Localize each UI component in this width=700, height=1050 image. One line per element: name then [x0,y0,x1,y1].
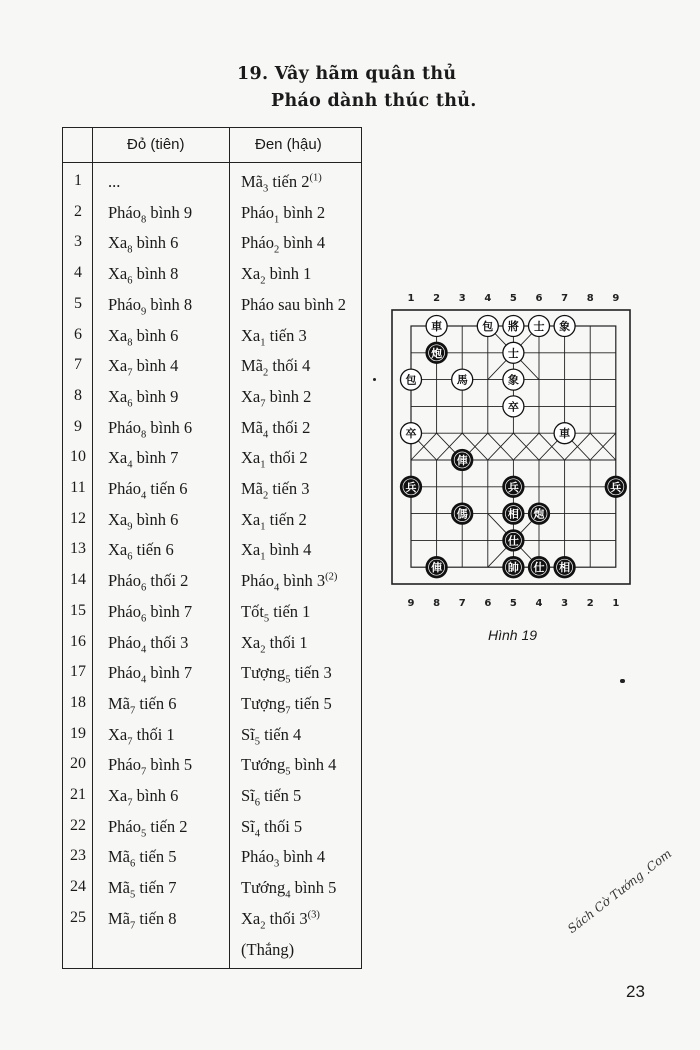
move-number: 9 [74,417,82,435]
table-row [63,847,361,877]
red-move: Pháo$_5$ tiến 2 [108,816,188,839]
chess-piece-label: 象 [507,373,519,387]
file-label-top: 9 [612,293,620,304]
chess-piece-label: 包 [482,320,494,333]
table-row [63,203,361,233]
black-move: Tượng$_5$ tiến 3 [241,663,332,686]
chess-piece-label: 仕 [533,561,545,575]
black-move: Pháo$_4$ bình 3$^{(2)}$ [241,571,338,594]
file-label-top: 2 [433,293,441,304]
ink-speck [620,679,625,683]
table-row [63,602,361,632]
red-move: Pháo$_4$ thối 3 [108,632,189,655]
red-move: Pháo$_8$ bình 6 [108,417,193,440]
black-move: Pháo sau bình 2 [241,294,346,314]
chess-piece-label: 炮 [533,507,545,521]
chess-piece-label: 傌 [456,507,468,521]
chess-piece-label: 兵 [507,480,519,494]
red-move: Pháo$_4$ tiến 6 [108,479,188,502]
chess-piece-label: 卒 [507,400,519,414]
red-move: $Xa_9$ bình 6 [108,509,179,532]
chess-piece-label: 兵 [405,480,417,494]
chess-piece-label: 相 [507,507,519,521]
move-number: 20 [70,755,86,773]
black-move: $Mã_4$ thối 2 [241,417,311,440]
file-label-top: 6 [535,293,543,304]
river-pattern [411,433,616,460]
chess-piece-label: 包 [405,373,417,387]
table-row [63,172,361,202]
table-row [63,295,361,325]
move-number: 19 [70,724,86,742]
move-number: 12 [70,509,86,527]
move-number: 8 [74,386,82,404]
figure-caption: Hình 19 [488,627,538,643]
table-row [63,633,361,663]
move-number: 7 [74,356,82,374]
red-move: Pháo$_6$ thối 2 [108,571,189,594]
column-header-black: Đen (hậu) [255,136,322,153]
table-row [63,817,361,847]
black-move: $Sĩ_6$ tiến 5 [241,786,302,809]
move-number: 10 [70,448,86,466]
chess-piece-label: 卒 [405,427,417,441]
red-move: $Xa_6$ tiến 6 [108,540,174,563]
move-number: 16 [70,632,86,650]
file-label-bottom: 4 [535,598,543,609]
red-move: $Mã_6$ tiến 5 [108,847,177,870]
move-number: 15 [70,601,86,619]
file-label-top: 5 [509,293,517,304]
table-row [63,878,361,908]
file-label-top: 4 [484,293,492,304]
move-number: 2 [74,202,82,220]
red-move: $Xa_4$ bình 7 [108,448,179,471]
black-move: $Xa_2$ thối 1 [241,632,308,655]
black-move: $Xa_2$ bình 1 [241,264,312,287]
black-move: Pháo$_3$ bình 4 [241,847,326,870]
table-row [63,387,361,417]
red-move: Pháo$_9$ bình 8 [108,294,193,318]
chess-piece-label: 馬 [456,373,468,387]
table-row [63,233,361,263]
black-move: $Mã_2$ tiến 3 [241,479,310,502]
black-move: $Mã_2$ thối 4 [241,356,311,379]
move-number: 17 [70,663,86,681]
black-move: $Sĩ_5$ tiến 4 [241,724,302,747]
table-row [63,909,361,939]
move-number: 1 [74,172,82,189]
red-move: $Xa_6$ bình 9 [108,386,179,410]
red-move: $Xa_8$ bình 6 [108,325,179,348]
red-move: $Xa_6$ bình 8 [108,264,179,287]
chess-piece-label: 車 [431,320,443,333]
table-row [63,479,361,509]
move-number: 11 [70,479,86,496]
file-label-bottom: 2 [586,598,594,609]
xiangqi-board-diagram [385,288,645,618]
table-row [63,755,361,785]
chess-piece-label: 象 [559,320,571,333]
move-number: 23 [70,847,86,865]
file-label-bottom: 1 [612,598,620,609]
black-move: Tướng$_5$ bình 4 [241,755,337,778]
chess-piece-label: 車 [559,427,571,441]
chess-piece-label: 俥 [431,561,443,575]
table-row [63,326,361,356]
publisher-logo: Sách Cờ Tướng .Com [565,846,675,937]
red-move: Pháo$_4$ bình 7 [108,663,193,686]
black-move: $Sĩ_4$ thối 5 [241,816,303,839]
table-row [63,510,361,540]
section-subtitle: Pháo dành thúc thủ. [271,91,477,111]
black-move: Pháo$_2$ bình 4 [241,233,326,256]
red-move: Pháo$_8$ bình 9 [108,202,193,225]
black-move: $Xa_1$ bình 4 [241,540,312,563]
move-number: 4 [74,264,82,282]
red-move: Pháo$_6$ bình 7 [108,601,193,625]
chess-piece-label: 兵 [610,480,622,494]
table-row [63,418,361,448]
table-row [63,663,361,693]
black-move: Tốt$_5$ tiến 1 [241,601,311,625]
file-label-bottom: 5 [509,598,517,609]
result-note: (Thắng) [241,940,295,959]
red-move: $Mã_7$ tiến 8 [108,908,177,932]
ink-speck [373,378,376,381]
file-label-bottom: 3 [561,598,569,609]
file-label-bottom: 6 [484,598,492,609]
chess-piece-label: 士 [507,346,519,360]
black-move: Tướng$_4$ bình 5 [241,878,337,901]
black-move: Pháo$_1$ bình 2 [241,202,326,225]
move-number: 21 [70,786,86,803]
chess-piece-label: 士 [533,320,545,333]
move-number: 18 [70,693,86,711]
file-label-bottom: 7 [458,598,466,609]
black-move: Tượng$_7$ tiến 5 [241,693,332,717]
red-move: ... [108,172,121,191]
table-row [63,264,361,294]
chess-piece-label: 仕 [507,534,519,548]
black-move: $Xa_1$ tiến 2 [241,509,307,532]
move-number: 13 [70,540,86,558]
file-label-top: 1 [407,293,415,304]
table-row [63,786,361,816]
page-number: 23 [626,982,645,1001]
move-number: 22 [70,816,86,834]
red-move: $Xa_7$ bình 4 [108,356,179,379]
chess-piece-label: 炮 [431,346,443,360]
moves-table [62,127,362,969]
river-pattern [411,433,616,460]
red-move: $Xa_8$ bình 6 [108,233,179,256]
move-number: 14 [70,571,86,589]
table-row [63,448,361,478]
red-move: $Mã_7$ tiến 6 [108,693,177,717]
black-move: $Xa_1$ thối 2 [241,448,308,471]
red-move: $Xa_7$ thối 1 [108,724,175,747]
file-label-bottom: 9 [407,598,415,609]
table-row [63,725,361,755]
black-move: $Xa_2$ thối 3$^{(3)}$ [241,908,320,932]
black-move: $Xa_7$ bình 2 [241,386,312,410]
red-move: Pháo$_7$ bình 5 [108,755,193,778]
file-label-top: 3 [458,293,466,304]
move-number: 24 [70,878,86,896]
move-number: 5 [74,294,82,312]
move-number: 6 [74,325,82,343]
black-move: $Xa_1$ tiến 3 [241,325,307,348]
table-row [63,356,361,386]
red-move: $Xa_7$ bình 6 [108,786,179,809]
table-row [63,571,361,601]
chess-piece-label: 相 [559,561,571,575]
file-label-top: 7 [561,293,569,304]
file-label-top: 8 [586,293,594,304]
table-row [63,694,361,724]
black-move: $Mã_3$ tiến 2$^{(1)}$ [241,172,322,195]
table-row [63,540,361,570]
chess-piece-label: 俥 [456,454,468,467]
chess-piece-label: 將 [507,320,519,333]
move-number: 3 [74,233,82,251]
move-number: 25 [70,908,86,926]
red-move: $Mã_5$ tiến 7 [108,878,177,901]
column-header-red: Đỏ (tiên) [127,136,185,153]
chess-piece-label: 帥 [507,561,519,575]
file-label-bottom: 8 [433,598,441,609]
section-title: 19. Vây hãm quân thủ [237,64,457,84]
